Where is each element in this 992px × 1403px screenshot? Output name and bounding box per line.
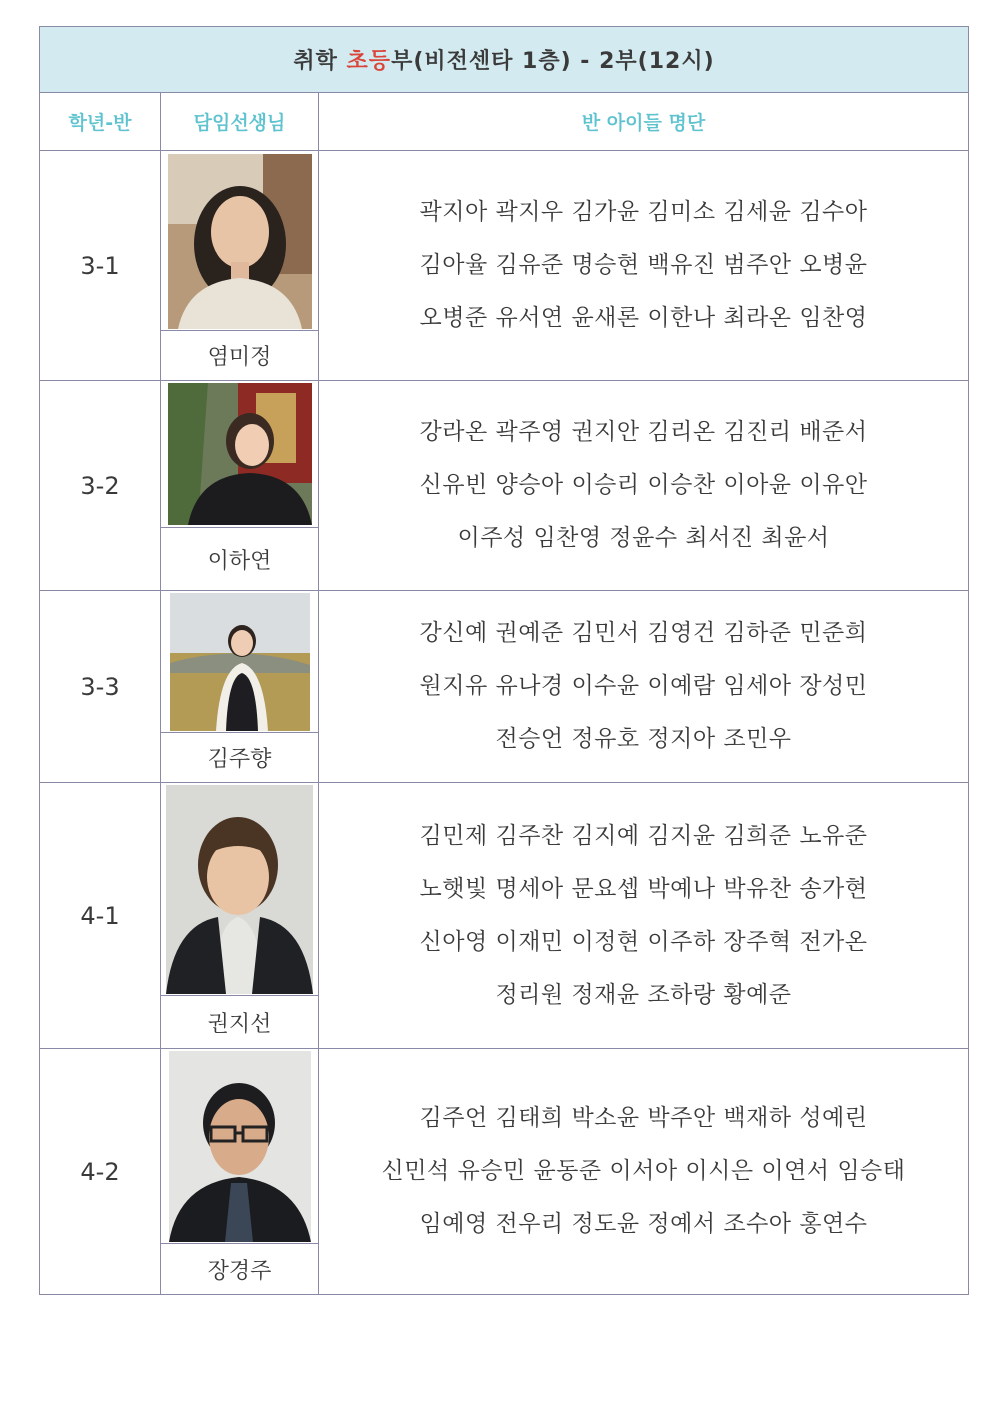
header-kids: 반 아이들 명단 [319, 93, 969, 151]
kids-line: 김민제 김주찬 김지예 김지윤 김희준 노유준 [419, 822, 868, 849]
teacher-photo-cell [161, 151, 319, 331]
teacher-photo-cell [161, 591, 319, 733]
kids-line: 신민석 유승민 윤동준 이서아 이시은 이연서 임승태 [381, 1158, 906, 1184]
kids-line: 강라온 곽주영 권지안 김리온 김진리 배준서 [419, 419, 868, 445]
kids-line: 임예영 전우리 정도윤 정예서 조수아 홍연수 [419, 1211, 868, 1237]
kids-line: 오병준 유서연 윤새론 이한나 최라온 임찬영 [419, 305, 868, 331]
class-kids-list [319, 1049, 969, 1295]
teacher-photo-cell [161, 783, 319, 996]
header-grade: 학년-반 [40, 93, 161, 151]
teacher-photo [166, 785, 313, 994]
teacher-photo [168, 383, 312, 525]
class-kids-list [319, 783, 969, 1049]
class-grade: 4-1 [40, 783, 161, 1049]
kids-line: 정리원 정재윤 조하랑 황예준 [495, 981, 792, 1008]
kids-line: 강신예 권예준 김민서 김영건 김하준 민준희 [419, 620, 868, 646]
kids-line: 전승언 정유호 정지아 조민우 [495, 726, 792, 752]
table-title: 취학 초등부(비전센타 1층) - 2부(12시) [40, 27, 969, 93]
teacher-name: 권지선 [161, 996, 319, 1049]
kids-line: 김주언 김태희 박소윤 박주안 백재하 성예린 [419, 1105, 868, 1131]
class-grade: 3-2 [40, 381, 161, 591]
kids-line: 신아영 이재민 이정현 이주하 장주혁 전가온 [419, 928, 868, 955]
teacher-name: 장경주 [161, 1244, 319, 1295]
kids-line: 원지유 유나경 이수윤 이예람 임세아 장성민 [419, 673, 868, 699]
teacher-photo [170, 593, 310, 731]
teacher-name: 염미정 [161, 331, 319, 381]
teacher-photo [169, 1051, 311, 1242]
teacher-name: 김주향 [161, 733, 319, 783]
class-grade: 3-1 [40, 151, 161, 381]
kids-line: 노햇빛 명세아 문요셉 박예나 박유찬 송가현 [419, 875, 868, 902]
teacher-photo [168, 154, 312, 329]
kids-line: 이주성 임찬영 정윤수 최서진 최윤서 [457, 525, 830, 551]
class-kids-list [319, 381, 969, 591]
teacher-photo-cell [161, 381, 319, 528]
header-teacher: 담임선생님 [161, 93, 319, 151]
class-grade: 4-2 [40, 1049, 161, 1295]
kids-line: 김아율 김유준 명승현 백유진 범주안 오병윤 [419, 252, 868, 278]
class-kids-list [319, 151, 969, 381]
kids-line: 신유빈 양승아 이승리 이승찬 이아윤 이유안 [419, 472, 868, 498]
teacher-photo-cell [161, 1049, 319, 1244]
class-kids-list [319, 591, 969, 783]
teacher-name: 이하연 [161, 528, 319, 591]
class-grade: 3-3 [40, 591, 161, 783]
kids-line: 곽지아 곽지우 김가윤 김미소 김세윤 김수아 [419, 199, 868, 225]
title-accent: 초등 [346, 49, 392, 74]
class-roster-table [39, 26, 969, 1295]
